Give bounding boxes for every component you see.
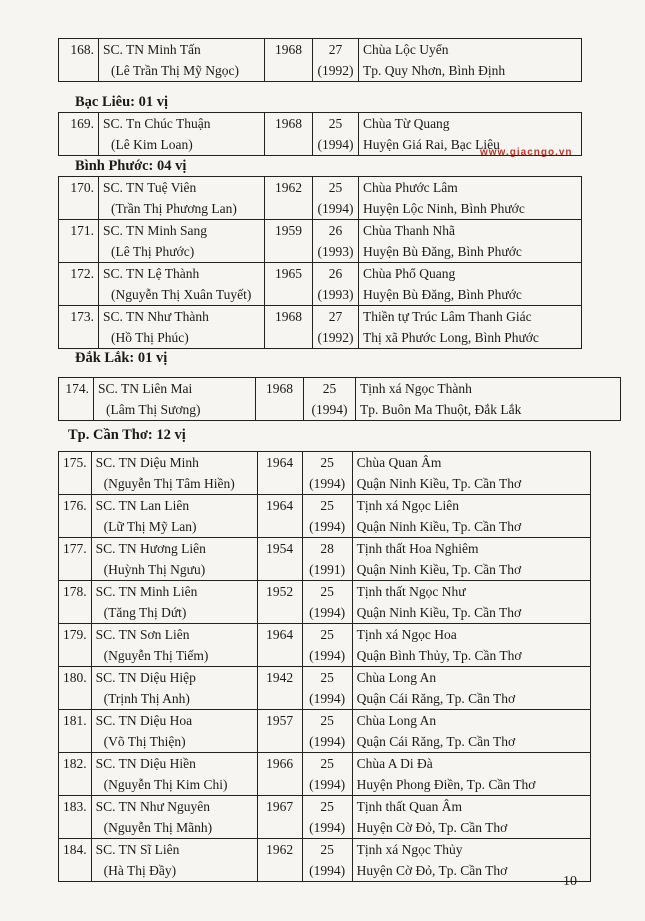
ordination-year: (1994): [311, 402, 348, 417]
ordination-years: 28: [320, 541, 334, 556]
table-row: [59, 378, 621, 421]
table-cell: [91, 753, 257, 796]
ordination-year: (1994): [309, 648, 346, 663]
table-row: [59, 839, 591, 882]
table-cell: [91, 538, 257, 581]
monastic-name: SC. TN Như Nguyên: [95, 799, 210, 814]
ordinee-table: [58, 112, 582, 156]
birth-year: 1959: [275, 223, 302, 238]
table-cell: [257, 538, 302, 581]
monastic-name: SC. TN Hương Liên: [95, 541, 206, 556]
ordinee-table: [58, 176, 582, 349]
birth-year: 1957: [266, 713, 294, 728]
ordination-year: (1993): [317, 244, 354, 259]
ordination-years: 26: [328, 223, 343, 238]
birth-year: 1962: [275, 180, 302, 195]
table-cell: [91, 796, 257, 839]
entry-number: 175.: [63, 455, 87, 470]
table-cell: [302, 839, 352, 882]
table-cell: [91, 581, 257, 624]
table-cell: [313, 113, 359, 156]
monastic-name: SC. TN Diệu Hiền: [95, 756, 196, 771]
table-cell: [352, 538, 590, 581]
entry-number: 181.: [63, 713, 87, 728]
secular-name: (Nguyễn Thị Mãnh): [103, 820, 213, 835]
table-cell: [257, 452, 302, 495]
temple-name: Chùa Long An: [356, 713, 437, 728]
table-row: [59, 113, 582, 156]
ordination-year: (1994): [309, 519, 346, 534]
temple-location: Quận Cái Răng, Tp. Cần Thơ: [356, 734, 516, 749]
temple-location: Huyện Bù Đăng, Bình Phước: [363, 287, 522, 302]
table-row: [59, 177, 582, 220]
monastic-name: SC. TN Như Thành: [103, 309, 209, 324]
secular-name: (Nguyễn Thị Tâm Hiền): [103, 476, 235, 491]
secular-name: (Tăng Thị Dứt): [103, 605, 187, 620]
secular-name: (Hà Thị Đầy): [103, 863, 177, 878]
table-cell: [313, 306, 359, 349]
temple-name: Tịnh xá Ngọc Thành: [360, 381, 472, 396]
temple-location: Huyện Lộc Ninh, Bình Phước: [363, 201, 525, 216]
ordination-years: 25: [320, 670, 334, 685]
temple-location: Tp. Buôn Ma Thuột, Đắk Lắk: [360, 402, 522, 417]
entry-number: 178.: [63, 584, 87, 599]
ordination-years: 25: [328, 180, 343, 195]
table-cell: [257, 796, 302, 839]
table-cell: [99, 177, 265, 220]
table-cell: [99, 220, 265, 263]
birth-year: 1968: [275, 309, 302, 324]
ordination-years: 25: [320, 455, 334, 470]
temple-name: Chùa Phước Lâm: [363, 180, 458, 195]
temple-name: Tịnh thất Ngọc Như: [356, 584, 466, 599]
monastic-name: SC. TN Diệu Minh: [95, 455, 199, 470]
section-title: Đắk Lắk: 01 vị: [75, 350, 168, 366]
table-cell: [59, 263, 99, 306]
table-cell: [265, 220, 313, 263]
table-cell: [313, 39, 359, 82]
birth-year: 1964: [266, 498, 294, 513]
entry-number: 173.: [70, 309, 94, 324]
secular-name: (Nguyễn Thị Kim Chi): [103, 777, 228, 792]
table-cell: [352, 624, 590, 667]
table-cell: [352, 839, 590, 882]
temple-name: Chùa Lộc Uyển: [363, 42, 449, 57]
page-number: 10: [563, 874, 577, 889]
birth-year: 1968: [275, 116, 302, 131]
ordination-year: (1993): [317, 287, 354, 302]
table-cell: [59, 495, 92, 538]
secular-name: (Huỳnh Thị Ngưu): [103, 562, 206, 577]
table-cell: [59, 39, 99, 82]
birth-year: 1965: [275, 266, 302, 281]
secular-name: (Trần Thị Phương Lan): [111, 201, 237, 216]
birth-year: 1968: [266, 381, 293, 396]
ordination-year: (1994): [309, 863, 346, 878]
entry-number: 179.: [63, 627, 87, 642]
temple-name: Chùa Thanh Nhã: [363, 223, 455, 238]
secular-name: (Lê Kim Loan): [111, 137, 193, 152]
temple-name: Chùa Từ Quang: [363, 116, 450, 131]
entry-number: 177.: [63, 541, 87, 556]
table-row: [59, 796, 591, 839]
temple-name: Tịnh xá Ngọc Liên: [356, 498, 459, 513]
table-row: [59, 306, 582, 349]
ordination-year: (1991): [309, 562, 346, 577]
temple-location: Thị xã Phước Long, Bình Phước: [363, 330, 539, 345]
birth-year: 1968: [275, 42, 302, 57]
table-cell: [257, 624, 302, 667]
ordination-years: 26: [328, 266, 343, 281]
table-cell: [352, 753, 590, 796]
table-cell: [94, 378, 256, 421]
ordination-year: (1994): [309, 691, 346, 706]
table-cell: [302, 667, 352, 710]
entry-number: 182.: [63, 756, 87, 771]
entry-number: 172.: [70, 266, 94, 281]
secular-name: (Võ Thị Thiện): [103, 734, 186, 749]
birth-year: 1967: [266, 799, 294, 814]
ordination-year: (1994): [309, 820, 346, 835]
entry-number: 183.: [63, 799, 87, 814]
table-cell: [91, 624, 257, 667]
secular-name: (Nguyễn Thị Tiếm): [103, 648, 209, 663]
temple-location: Huyện Cờ Đỏ, Tp. Cần Thơ: [356, 820, 508, 835]
monastic-name: SC. TN Lan Liên: [95, 498, 190, 513]
table-cell: [257, 753, 302, 796]
entry-number: 176.: [63, 498, 87, 513]
table-cell: [91, 667, 257, 710]
table-cell: [99, 39, 265, 82]
table-cell: [99, 113, 265, 156]
table-cell: [91, 495, 257, 538]
table-cell: [59, 220, 99, 263]
monastic-name: SC. TN Sơn Liên: [95, 627, 190, 642]
monastic-name: SC. TN Minh Sang: [103, 223, 208, 238]
secular-name: (Lê Thị Phước): [111, 244, 195, 259]
secular-name: (Lê Trần Thị Mỹ Ngọc): [111, 63, 239, 78]
table-cell: [302, 753, 352, 796]
ordination-year: (1994): [309, 476, 346, 491]
temple-location: Quận Ninh Kiều, Tp. Cần Thơ: [356, 605, 522, 620]
monastic-name: SC. TN Sĩ Liên: [95, 842, 180, 857]
table-cell: [99, 306, 265, 349]
temple-location: Quận Bình Thủy, Tp. Cần Thơ: [356, 648, 522, 663]
section-title: Tp. Cần Thơ: 12 vị: [68, 427, 186, 443]
temple-location: Quận Ninh Kiều, Tp. Cần Thơ: [356, 476, 522, 491]
birth-year: 1942: [266, 670, 294, 685]
ordination-year: (1994): [317, 201, 354, 216]
ordination-years: 27: [328, 309, 343, 324]
secular-name: (Trịnh Thị Anh): [103, 691, 190, 706]
table-cell: [91, 452, 257, 495]
birth-year: 1952: [266, 584, 294, 599]
table-row: [59, 624, 591, 667]
table-cell: [257, 667, 302, 710]
temple-name: Chùa A Di Đà: [356, 756, 433, 771]
section-title: Bạc Liêu: 01 vị: [75, 94, 169, 110]
ordination-years: 25: [320, 756, 334, 771]
table-cell: [59, 306, 99, 349]
table-cell: [59, 177, 99, 220]
birth-year: 1966: [266, 756, 294, 771]
ordination-years: 25: [320, 799, 334, 814]
table-row: [59, 581, 591, 624]
secular-name: (Lữ Thị Mỹ Lan): [103, 519, 197, 534]
temple-location: Tp. Quy Nhơn, Bình Định: [363, 63, 506, 78]
temple-name: Thiền tự Trúc Lâm Thanh Giác: [363, 309, 532, 324]
temple-location: Huyện Cờ Đỏ, Tp. Cần Thơ: [356, 863, 508, 878]
temple-name: Chùa Phổ Quang: [363, 266, 456, 281]
table-cell: [257, 710, 302, 753]
ordination-year: (1992): [317, 330, 354, 345]
table-cell: [59, 753, 92, 796]
table-cell: [265, 263, 313, 306]
table-cell: [352, 495, 590, 538]
table-cell: [302, 538, 352, 581]
watermark: www.giacngo.vn: [480, 147, 573, 158]
table-cell: [257, 495, 302, 538]
table-row: [59, 495, 591, 538]
monastic-name: SC. Tn Chúc Thuận: [103, 116, 211, 131]
table-row: [59, 39, 582, 82]
ordination-year: (1994): [309, 605, 346, 620]
secular-name: (Nguyễn Thị Xuân Tuyết): [111, 287, 252, 302]
table-row: [59, 538, 591, 581]
table-cell: [359, 220, 582, 263]
temple-location: Huyện Giá Rai, Bạc Liêu: [363, 137, 500, 152]
ordination-years: 25: [320, 498, 334, 513]
table-cell: [302, 581, 352, 624]
temple-location: Quận Ninh Kiều, Tp. Cần Thơ: [356, 519, 522, 534]
table-cell: [257, 839, 302, 882]
table-cell: [59, 796, 92, 839]
table-cell: [359, 177, 582, 220]
temple-name: Tịnh thất Quan Âm: [356, 799, 462, 814]
ordination-years: 25: [320, 627, 334, 642]
monastic-name: SC. TN Minh Tấn: [103, 42, 201, 57]
table-cell: [59, 113, 99, 156]
monastic-name: SC. TN Liên Mai: [98, 381, 193, 396]
table-cell: [302, 495, 352, 538]
table-cell: [59, 581, 92, 624]
ordinee-table: [58, 38, 582, 82]
table-cell: [359, 113, 582, 156]
temple-name: Tịnh xá Ngọc Thủy: [356, 842, 463, 857]
ordination-years: 27: [328, 42, 343, 57]
table-cell: [59, 710, 92, 753]
table-row: [59, 667, 591, 710]
table-cell: [304, 378, 356, 421]
ordination-year: (1992): [317, 63, 354, 78]
table-cell: [356, 378, 621, 421]
birth-year: 1964: [266, 455, 294, 470]
section-title: Bình Phước: 04 vị: [75, 158, 187, 174]
temple-name: Chùa Long An: [356, 670, 437, 685]
table-row: [59, 710, 591, 753]
entry-number: 184.: [63, 842, 87, 857]
ordination-year: (1994): [317, 137, 354, 152]
ordination-years: 25: [320, 584, 334, 599]
entry-number: 168.: [70, 42, 94, 57]
table-cell: [59, 538, 92, 581]
secular-name: (Hồ Thị Phúc): [111, 330, 189, 345]
table-cell: [313, 220, 359, 263]
table-cell: [99, 263, 265, 306]
table-cell: [265, 306, 313, 349]
table-cell: [359, 39, 582, 82]
birth-year: 1954: [266, 541, 294, 556]
table-cell: [302, 624, 352, 667]
table-cell: [59, 839, 92, 882]
monastic-name: SC. TN Minh Liên: [95, 584, 198, 599]
birth-year: 1964: [266, 627, 294, 642]
entry-number: 180.: [63, 670, 87, 685]
table-cell: [59, 378, 94, 421]
table-cell: [359, 306, 582, 349]
temple-location: Huyện Phong Điền, Tp. Cần Thơ: [356, 777, 536, 792]
table-cell: [302, 452, 352, 495]
monastic-name: SC. TN Lệ Thành: [103, 266, 200, 281]
table-cell: [265, 113, 313, 156]
ordination-year: (1994): [309, 734, 346, 749]
table-row: [59, 753, 591, 796]
ordination-years: 25: [320, 713, 334, 728]
table-cell: [313, 263, 359, 306]
table-cell: [352, 667, 590, 710]
ordinee-table: [58, 451, 591, 882]
table-row: [59, 452, 591, 495]
temple-name: Tịnh thất Hoa Nghiêm: [356, 541, 479, 556]
table-row: [59, 220, 582, 263]
table-cell: [302, 710, 352, 753]
ordination-years: 25: [320, 842, 334, 857]
ordination-years: 25: [328, 116, 343, 131]
table-cell: [257, 581, 302, 624]
entry-number: 169.: [70, 116, 94, 131]
entry-number: 174.: [65, 381, 89, 396]
table-cell: [352, 581, 590, 624]
table-row: [59, 263, 582, 306]
temple-location: Quận Ninh Kiều, Tp. Cần Thơ: [356, 562, 522, 577]
temple-name: Chùa Quan Âm: [356, 455, 442, 470]
monastic-name: SC. TN Tuệ Viên: [103, 180, 197, 195]
table-cell: [265, 177, 313, 220]
table-cell: [91, 839, 257, 882]
table-cell: [91, 710, 257, 753]
monastic-name: SC. TN Diệu Hiệp: [95, 670, 196, 685]
birth-year: 1962: [266, 842, 294, 857]
monastic-name: SC. TN Diệu Hoa: [95, 713, 193, 728]
temple-location: Huyện Bù Đăng, Bình Phước: [363, 244, 522, 259]
entry-number: 171.: [70, 223, 94, 238]
table-cell: [359, 263, 582, 306]
table-cell: [313, 177, 359, 220]
entry-number: 170.: [70, 180, 94, 195]
ordination-year: (1994): [309, 777, 346, 792]
table-cell: [59, 667, 92, 710]
ordination-years: 25: [322, 381, 337, 396]
table-cell: [59, 624, 92, 667]
ordinee-table: [58, 377, 621, 421]
table-cell: [302, 796, 352, 839]
table-cell: [352, 710, 590, 753]
table-cell: [265, 39, 313, 82]
table-cell: [352, 796, 590, 839]
table-cell: [352, 452, 590, 495]
temple-location: Quận Cái Răng, Tp. Cần Thơ: [356, 691, 516, 706]
table-cell: [59, 452, 92, 495]
table-cell: [256, 378, 304, 421]
secular-name: (Lâm Thị Sương): [106, 402, 201, 417]
temple-name: Tịnh xá Ngọc Hoa: [356, 627, 457, 642]
